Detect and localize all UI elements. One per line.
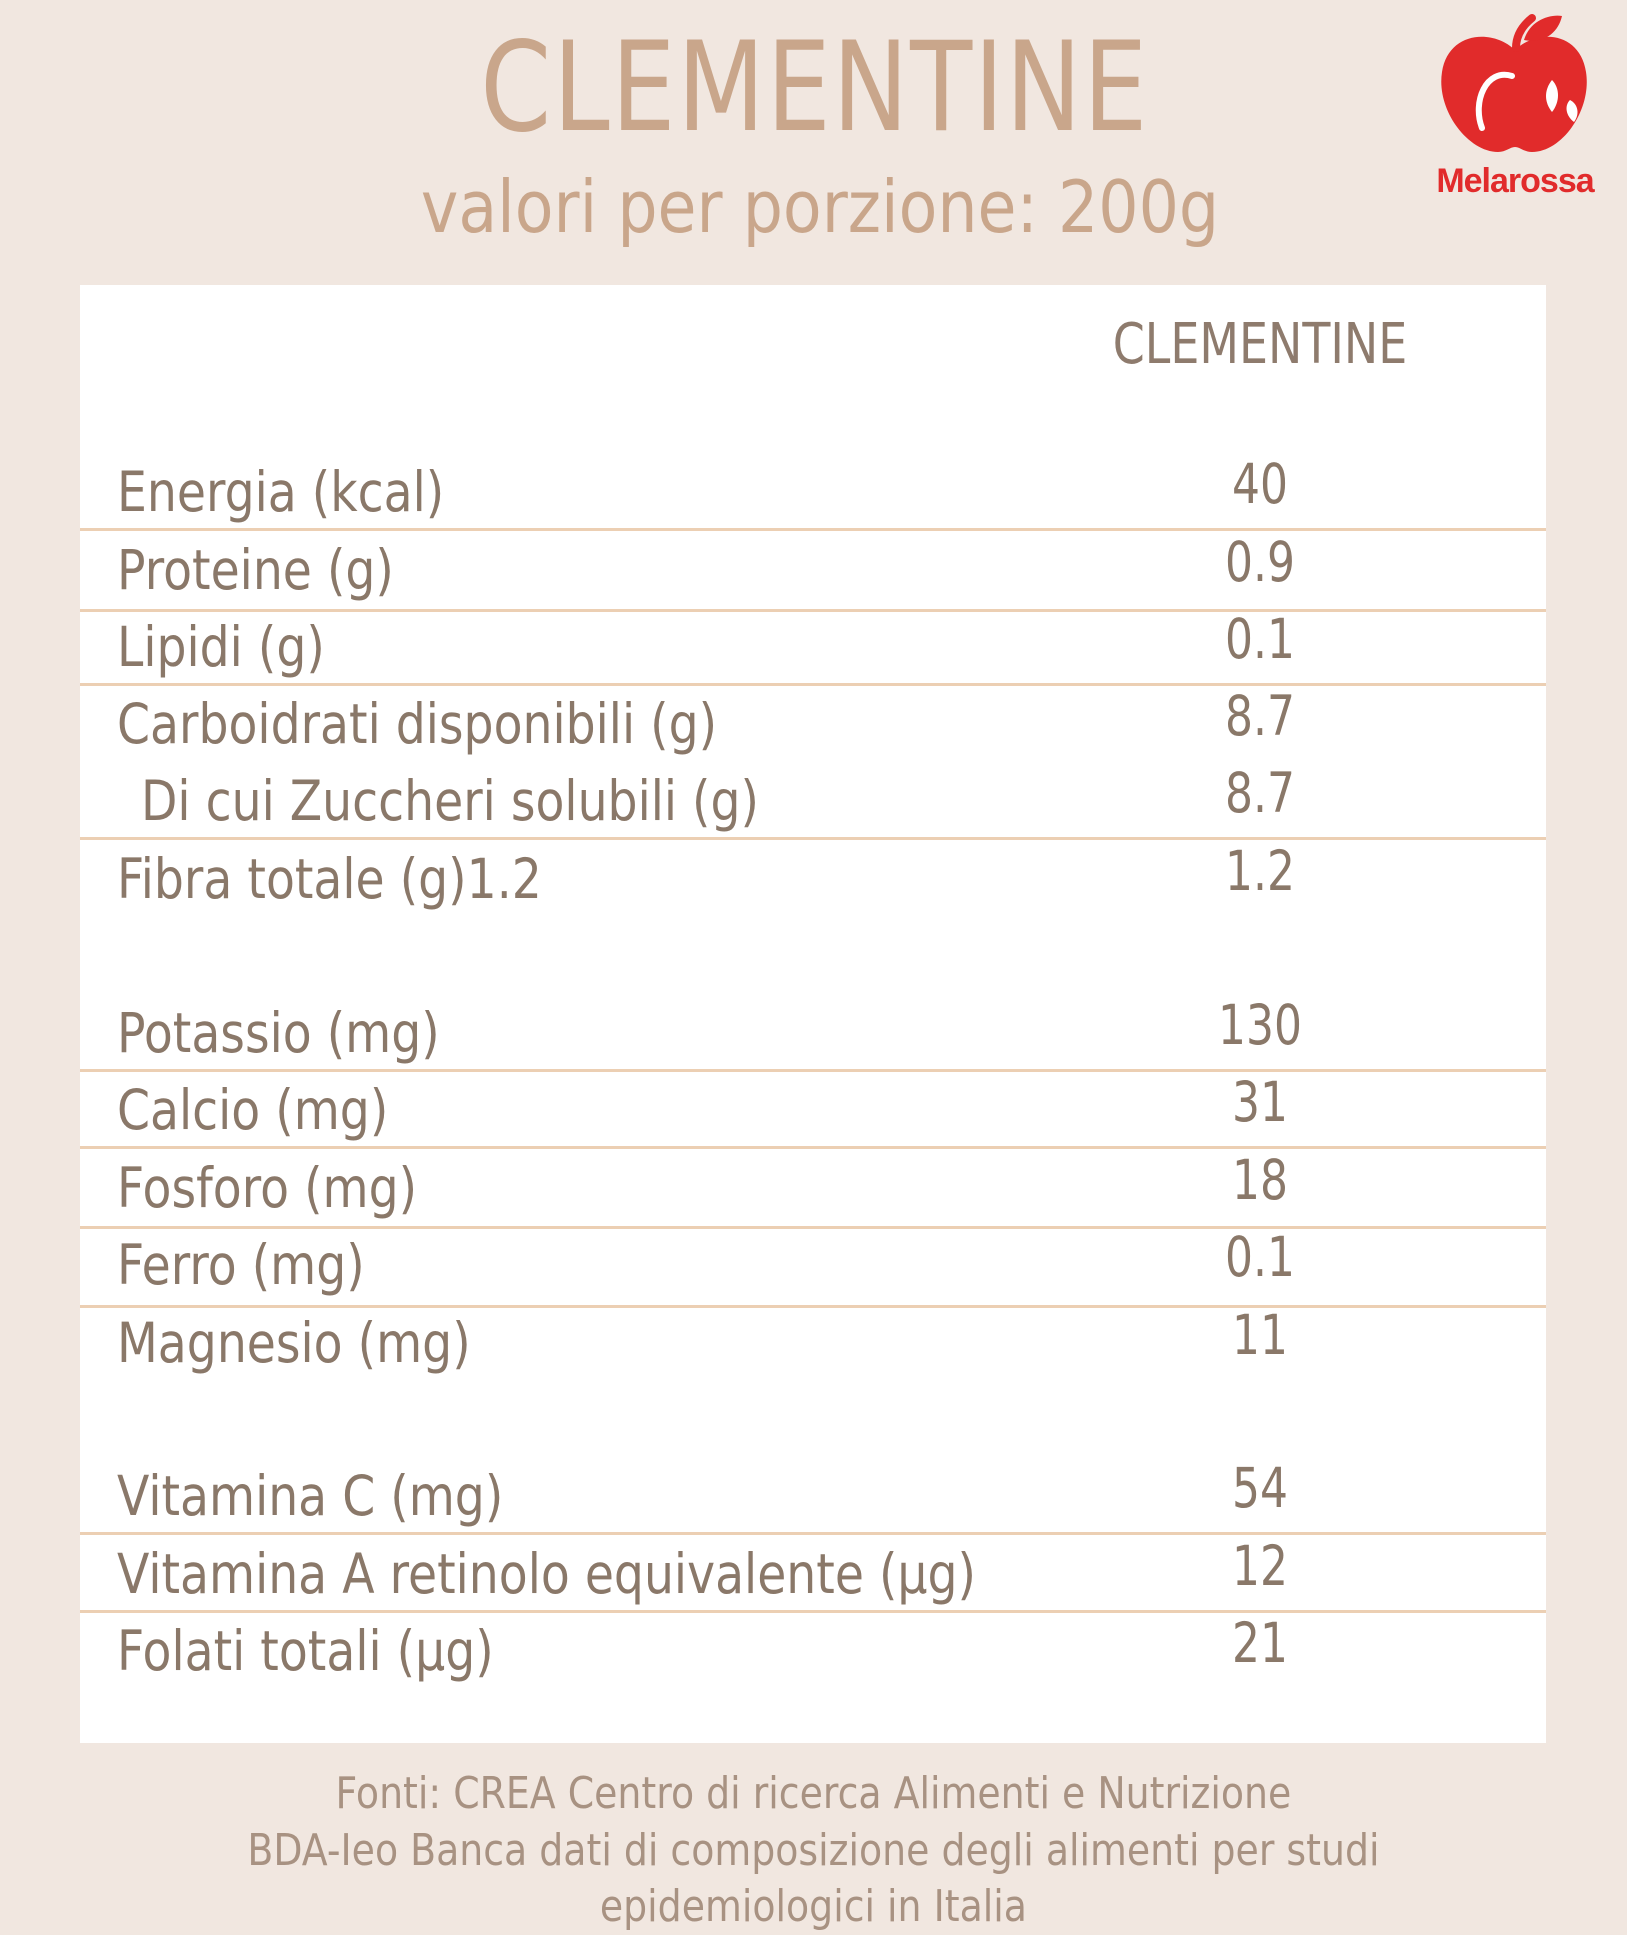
nutrient-value: 31 — [1232, 1070, 1288, 1134]
nutrition-table — [80, 285, 1546, 1743]
table-row — [80, 528, 1546, 606]
table-row — [80, 682, 1546, 760]
nutrient-label: Vitamina C (mg) — [117, 1464, 504, 1528]
nutrient-value: 0.1 — [1225, 1225, 1295, 1289]
table-row — [80, 1068, 1546, 1146]
nutrient-value: 8.7 — [1225, 761, 1295, 825]
source-line-1: Fonti: CREA Centro di ricerca Alimenti e Nutrizione — [335, 1768, 1292, 1819]
brand-logo[interactable] — [1420, 10, 1610, 210]
apple-icon — [1420, 10, 1610, 160]
nutrient-label: Magnesio (mg) — [117, 1311, 471, 1375]
nutrient-label: Carboidrati disponibili (g) — [117, 692, 718, 756]
table-row — [80, 605, 1546, 683]
nutrient-label: Calcio (mg) — [117, 1078, 389, 1142]
nutrient-value: 1.2 — [1225, 839, 1295, 903]
nutrient-label: Fosforo (mg) — [117, 1156, 418, 1220]
table-row — [80, 759, 1546, 837]
source-line-2: BDA-Ieo Banca dati di composizione degli alimenti per studi epidemiologici in Italia — [247, 1825, 1380, 1932]
nutrient-value: 11 — [1232, 1303, 1288, 1367]
brand-name: Melarossa — [1436, 162, 1594, 200]
nutrient-label: Fibra totale (g)1.2 — [117, 847, 542, 911]
nutrient-label: Ferro (mg) — [117, 1233, 365, 1297]
nutrient-label: Potassio (mg) — [117, 1001, 440, 1065]
column-header: CLEMENTINE — [1112, 312, 1408, 377]
table-row — [80, 1301, 1546, 1379]
nutrient-value: 12 — [1232, 1534, 1288, 1598]
nutrient-value: 0.1 — [1225, 607, 1295, 671]
table-row — [80, 450, 1546, 528]
nutrient-value: 54 — [1232, 1456, 1288, 1520]
nutrient-value: 21 — [1232, 1611, 1288, 1675]
nutrient-value: 0.9 — [1225, 530, 1295, 594]
page-subtitle: valori per porzione: 200g — [420, 165, 1220, 249]
table-row — [80, 991, 1546, 1069]
page-title: CLEMENTINE — [480, 16, 1150, 160]
nutrient-label: Di cui Zuccheri solubili (g) — [141, 769, 759, 833]
nutrient-label: Folati totali (µg) — [117, 1619, 494, 1683]
nutrient-value: 8.7 — [1225, 684, 1295, 748]
table-row — [80, 1146, 1546, 1224]
table-row — [80, 1454, 1546, 1532]
nutrient-label: Vitamina A retinolo equivalente (µg) — [117, 1542, 976, 1606]
nutrient-value: 40 — [1232, 452, 1288, 516]
nutrient-value: 130 — [1218, 993, 1302, 1057]
nutrient-label: Lipidi (g) — [117, 615, 325, 679]
table-row — [80, 1532, 1546, 1610]
table-row — [80, 837, 1546, 915]
nutrient-label: Energia (kcal) — [117, 460, 445, 524]
table-row — [80, 1223, 1546, 1301]
nutrient-label: Proteine (g) — [117, 538, 394, 602]
table-row — [80, 1609, 1546, 1687]
nutrient-value: 18 — [1232, 1148, 1288, 1212]
